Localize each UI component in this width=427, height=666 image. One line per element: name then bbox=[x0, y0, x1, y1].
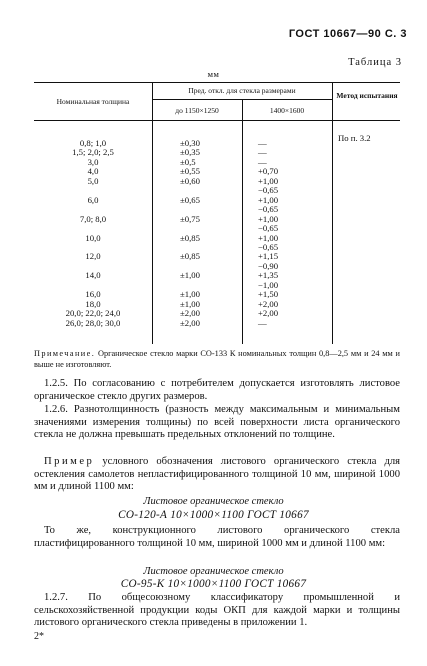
cell-thickness: 4,0 bbox=[87, 166, 99, 177]
cell-size-b: −1,00 bbox=[258, 279, 279, 290]
cell-size-b: +1,00 bbox=[258, 232, 279, 243]
cell-size-a: ±0,60 bbox=[180, 175, 200, 186]
method-value: По п. 3.2 bbox=[338, 133, 371, 143]
cell-thickness: 16,0 bbox=[85, 289, 101, 300]
paragraph-same: То же, конструкционного листового органического стекла пластифицированного толщиной 10 мм, шириной 1000 мм и длиной 1100 мм: bbox=[34, 525, 400, 549]
cell-size-b: −0,65 bbox=[258, 241, 279, 252]
cell-thickness: 12,0 bbox=[85, 251, 101, 262]
designation-2-code: СО-95-К 10×1000×1100 ГОСТ 10667 bbox=[120, 578, 307, 590]
cell-size-a: ±0,5 bbox=[180, 156, 196, 167]
cell-size-b: +1,00 bbox=[258, 213, 279, 224]
cell-size-b: −0,65 bbox=[258, 185, 279, 196]
example-label: Пример bbox=[44, 456, 95, 467]
header-deviation: Пред. откл. для стекла размерами bbox=[188, 86, 296, 95]
table-col-divider bbox=[152, 82, 153, 344]
header-size-a: до 1150×1250 bbox=[175, 106, 219, 115]
cell-size-b: +1,00 bbox=[258, 194, 279, 205]
header-method: Метод испытания bbox=[336, 91, 398, 100]
note-label: Примечание. bbox=[34, 349, 96, 358]
designation-1-title: Листовое органическое стекло bbox=[143, 496, 284, 507]
cell-size-a: ±0,75 bbox=[180, 213, 200, 224]
cell-size-a: ±1,00 bbox=[180, 270, 200, 281]
cell-thickness: 7,0; 8,0 bbox=[79, 213, 107, 224]
cell-size-a: ±0,35 bbox=[180, 147, 200, 158]
table-units: мм bbox=[207, 69, 220, 79]
cell-thickness: 6,0 bbox=[87, 194, 99, 205]
cell-size-b: +2,00 bbox=[258, 308, 279, 319]
cell-size-b: −0,65 bbox=[258, 204, 279, 215]
cell-thickness: 26,0; 28,0; 30,0 bbox=[65, 317, 121, 328]
cell-size-a: ±0,65 bbox=[180, 194, 200, 205]
cell-size-a: ±2,00 bbox=[180, 317, 200, 328]
cell-size-b: +1,00 bbox=[258, 175, 279, 186]
cell-thickness: 5,0 bbox=[87, 175, 99, 186]
cell-size-b: +0,70 bbox=[258, 166, 279, 177]
cell-size-b: +1,35 bbox=[258, 270, 279, 281]
cell-thickness: 14,0 bbox=[85, 270, 101, 281]
cell-size-b: — bbox=[258, 147, 267, 158]
header-size-b: 1400×1600 bbox=[269, 106, 305, 115]
page-footer: 2* bbox=[34, 631, 44, 642]
paragraph-1-2-6: 1.2.6. Разнотолщинность (разность между максимальным и минимальным значениями измерения толщины) по всей поверхности листа органического стекла не должна превышать предельных отклонений по толщине. bbox=[34, 404, 400, 441]
table-caption: Таблица 3 bbox=[348, 57, 402, 68]
cell-size-b: −0,90 bbox=[258, 260, 279, 271]
cell-size-b: +2,00 bbox=[258, 298, 279, 309]
cell-size-b: — bbox=[258, 317, 267, 328]
paragraph-1-2-5: 1.2.5. По согласованию с потребителем допускается изготовлять листовое органическое стекло других размеров. bbox=[34, 378, 400, 402]
paragraph-example bbox=[34, 456, 400, 494]
cell-thickness: 20,0; 22,0; 24,0 bbox=[65, 308, 121, 319]
cell-size-b: — bbox=[258, 156, 267, 167]
cell-size-a: ±1,00 bbox=[180, 298, 200, 309]
page-header: ГОСТ 10667—90 С. 3 bbox=[288, 28, 407, 40]
table-top-rule bbox=[34, 82, 400, 83]
cell-size-a: ±2,00 bbox=[180, 308, 200, 319]
cell-size-b: −0,65 bbox=[258, 223, 279, 234]
cell-thickness: 3,0 bbox=[87, 156, 99, 167]
cell-size-a: ±1,00 bbox=[180, 289, 200, 300]
cell-size-a: ±0,55 bbox=[180, 166, 200, 177]
header-thickness: Номинальная толщина bbox=[56, 97, 130, 106]
cell-thickness: 1,5; 2,0; 2,5 bbox=[72, 147, 114, 158]
cell-size-b: — bbox=[258, 138, 267, 148]
tolerance-table bbox=[34, 82, 400, 344]
cell-thickness: 0,8; 1,0 bbox=[79, 138, 107, 148]
designation-1-code: СО-120-А 10×1000×1100 ГОСТ 10667 bbox=[118, 509, 309, 521]
example-text: условного обозначения листового органического стекла для остекления самолетов непластифицированного толщиной 10 мм, шириной 1000 мм и длиной 1100 мм: bbox=[34, 456, 400, 493]
table-header-rule bbox=[34, 120, 400, 121]
cell-size-a: ±0,85 bbox=[180, 251, 200, 262]
cell-size-b: +1,15 bbox=[258, 251, 279, 262]
cell-thickness: 18,0 bbox=[85, 298, 101, 309]
designation-2-title: Листовое органическое стекло bbox=[143, 566, 284, 577]
cell-size-a: ±0,30 bbox=[180, 138, 200, 148]
paragraph-1-2-7: 1.2.7. По общесоюзному классификатору промышленной и сельскохозяйственной продукции коды ОКП для каждой марки и толщины листового органического стекла приведены в приложении 1. bbox=[34, 592, 400, 629]
table-col-divider bbox=[332, 82, 333, 344]
note-text: Органическое стекло марки СО-133 К номинальных толщин 0,8—2,5 мм и 24 мм и выше не изготовляют. bbox=[34, 349, 400, 369]
table-note bbox=[34, 349, 400, 370]
cell-size-a: ±0,85 bbox=[180, 232, 200, 243]
cell-thickness: 10,0 bbox=[85, 232, 101, 243]
cell-size-b: +1,50 bbox=[258, 289, 279, 300]
